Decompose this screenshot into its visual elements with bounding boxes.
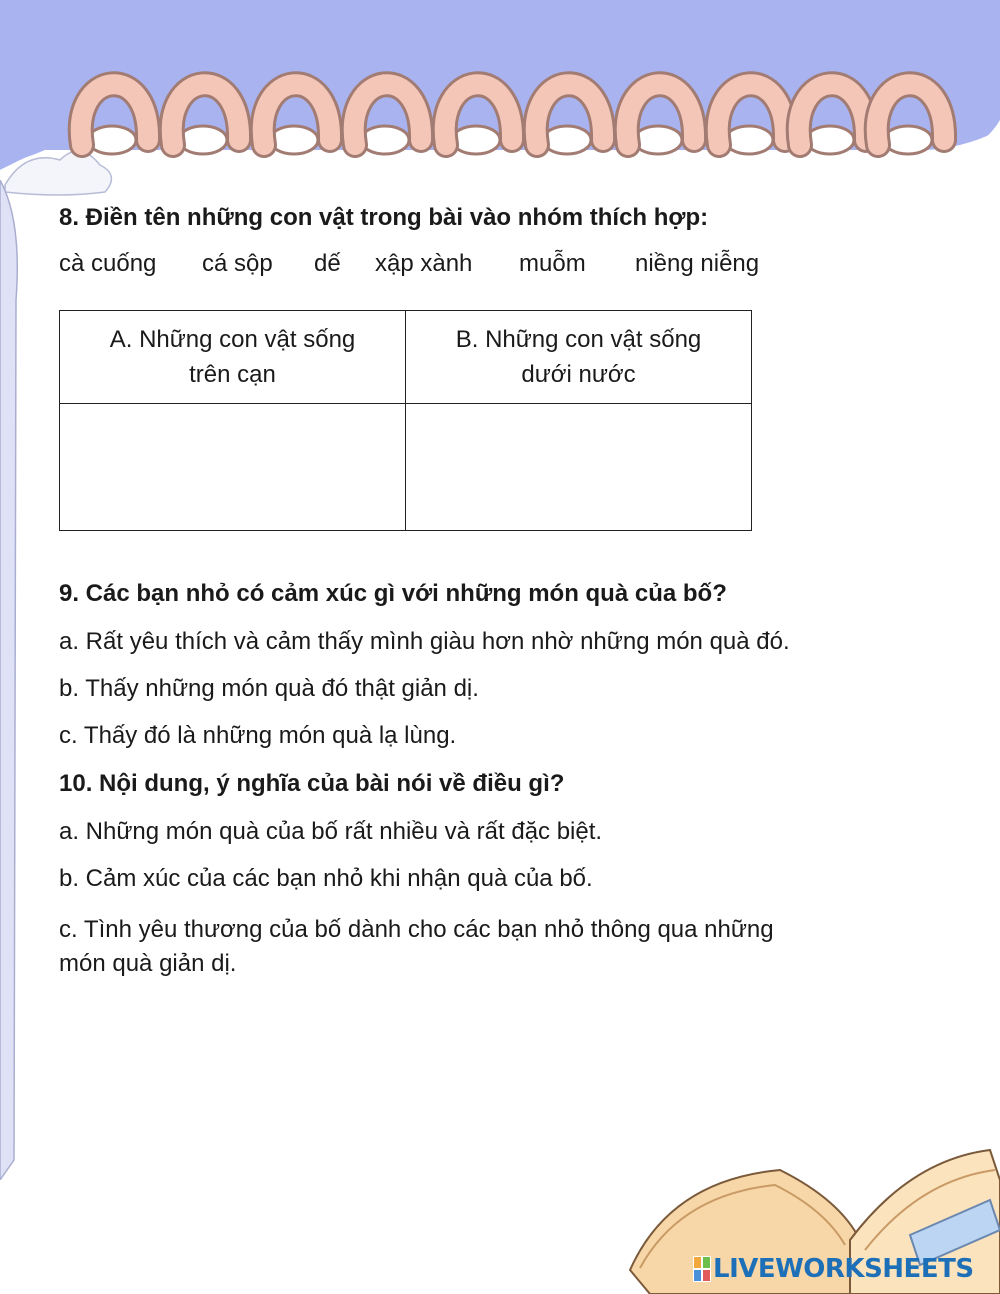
q8-title: 8. Điền tên những con vật trong bài vào nhóm thích hợp: [59, 204, 709, 231]
logo-mark-square-1 [693, 1256, 702, 1269]
word-6: niềng niễng [635, 250, 760, 277]
logo-mark-square-4 [702, 1269, 711, 1282]
logo-mark-icon [693, 1256, 711, 1282]
logo-mark-square-2 [702, 1256, 711, 1269]
column-a-header [60, 311, 406, 404]
q8-word-bank [59, 250, 759, 278]
logo-mark-square-3 [693, 1269, 702, 1282]
q10-option-c-line1: c. Tình yêu thương của bố dành cho các bạn nhỏ thông qua những [59, 916, 774, 943]
q10-title: 10. Nội dung, ý nghĩa của bài nói về điều gì? [59, 770, 565, 797]
q8-sort-table [59, 310, 752, 531]
q9-option-a[interactable]: a. Rất yêu thích và cảm thấy mình giàu hơn nhờ những món quà đó. [59, 628, 790, 655]
column-b-header [406, 311, 752, 404]
column-b-header-line1: B. Những con vật sống [455, 326, 702, 353]
q10-option-c[interactable] [59, 913, 774, 981]
word-3: dế [314, 250, 341, 277]
q10-option-a[interactable]: a. Những món quà của bố rất nhiều và rất đặc biệt. [59, 818, 603, 845]
word-5: muỗm [519, 250, 586, 277]
liveworksheets-logo [693, 1254, 974, 1284]
word-4: xập xành [375, 250, 473, 277]
answer-cell-land[interactable] [60, 404, 406, 531]
q9-option-b[interactable]: b. Thấy những món quà đó thật giản dị. [59, 675, 479, 702]
word-2: cá sộp [202, 250, 273, 277]
q9-title: 9. Các bạn nhỏ có cảm xúc gì với những món quà của bố? [59, 580, 727, 607]
notebook-header-art [0, 0, 1000, 200]
column-a-header-line2: trên cạn [189, 361, 276, 388]
q10-option-c-line2: món quà giản dị. [59, 950, 237, 977]
word-1: cà cuống [59, 250, 157, 277]
q10-option-b[interactable]: b. Cảm xúc của các bạn nhỏ khi nhận quà của bố. [59, 865, 593, 892]
answer-cell-water[interactable] [406, 404, 752, 531]
page-edge-art [0, 180, 30, 1180]
column-a-header-line1: A. Những con vật sống [109, 326, 356, 353]
logo-text: LIVEWORKSHEETS [713, 1254, 974, 1284]
q9-option-c[interactable]: c. Thấy đó là những món quà lạ lùng. [59, 722, 457, 749]
column-b-header-line2: dưới nước [521, 361, 636, 388]
